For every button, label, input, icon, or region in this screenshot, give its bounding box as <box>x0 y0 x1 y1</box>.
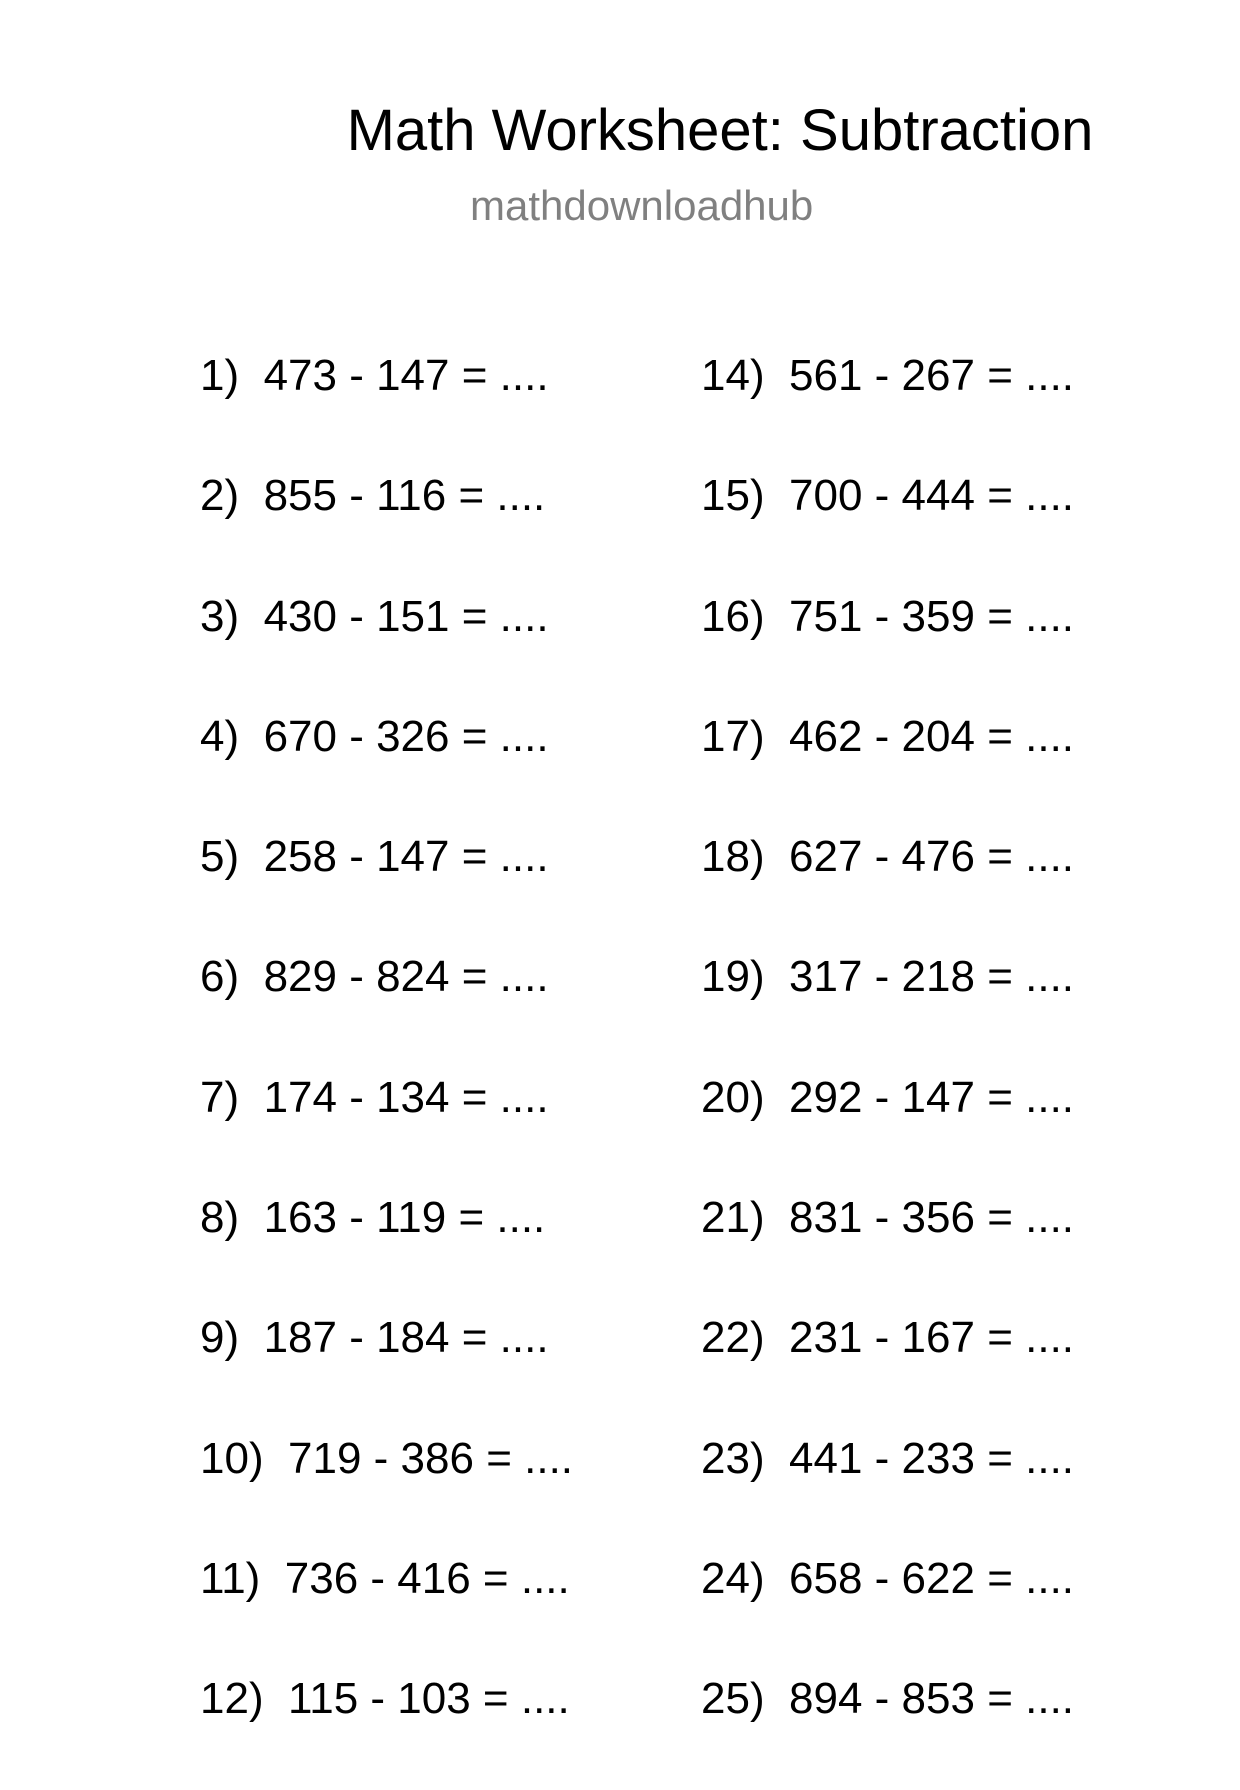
problem-5: 5) 258 - 147 = .... <box>200 832 549 882</box>
problem-11: 11) 736 - 416 = .... <box>200 1553 570 1603</box>
problem-19: 19) 317 - 218 = .... <box>701 952 1075 1002</box>
problem-9: 9) 187 - 184 = .... <box>200 1313 549 1363</box>
problem-20: 20) 292 - 147 = .... <box>701 1072 1075 1122</box>
problem-3: 3) 430 - 151 = .... <box>200 591 549 641</box>
problem-15: 15) 700 - 444 = .... <box>701 471 1075 521</box>
problem-17: 17) 462 - 204 = .... <box>701 711 1075 761</box>
worksheet-subtitle: mathdownloadhub <box>470 182 814 229</box>
problem-12: 12) 115 - 103 = .... <box>200 1674 570 1724</box>
problem-21: 21) 831 - 356 = .... <box>701 1193 1075 1243</box>
left-problem-column <box>200 346 573 1790</box>
problem-10: 10) 719 - 386 = .... <box>200 1433 574 1483</box>
problem-2: 2) 855 - 116 = .... <box>200 471 546 521</box>
problem-7: 7) 174 - 134 = .... <box>200 1072 549 1122</box>
problem-18: 18) 627 - 476 = .... <box>701 832 1075 882</box>
problem-4: 4) 670 - 326 = .... <box>200 711 549 761</box>
right-problem-column <box>701 346 1074 1790</box>
worksheet-title: Math Worksheet: Subtraction <box>346 98 1094 163</box>
problem-1: 1) 473 - 147 = .... <box>200 351 549 400</box>
problem-6: 6) 829 - 824 = .... <box>200 952 549 1002</box>
problem-22: 22) 231 - 167 = .... <box>701 1313 1075 1363</box>
problem-23: 23) 441 - 233 = .... <box>701 1433 1075 1483</box>
problem-24: 24) 658 - 622 = .... <box>701 1553 1075 1603</box>
problem-16: 16) 751 - 359 = .... <box>701 591 1075 641</box>
problem-8: 8) 163 - 119 = .... <box>200 1193 546 1243</box>
problem-25: 25) 894 - 853 = .... <box>701 1674 1075 1724</box>
problem-14: 14) 561 - 267 = .... <box>701 351 1075 400</box>
